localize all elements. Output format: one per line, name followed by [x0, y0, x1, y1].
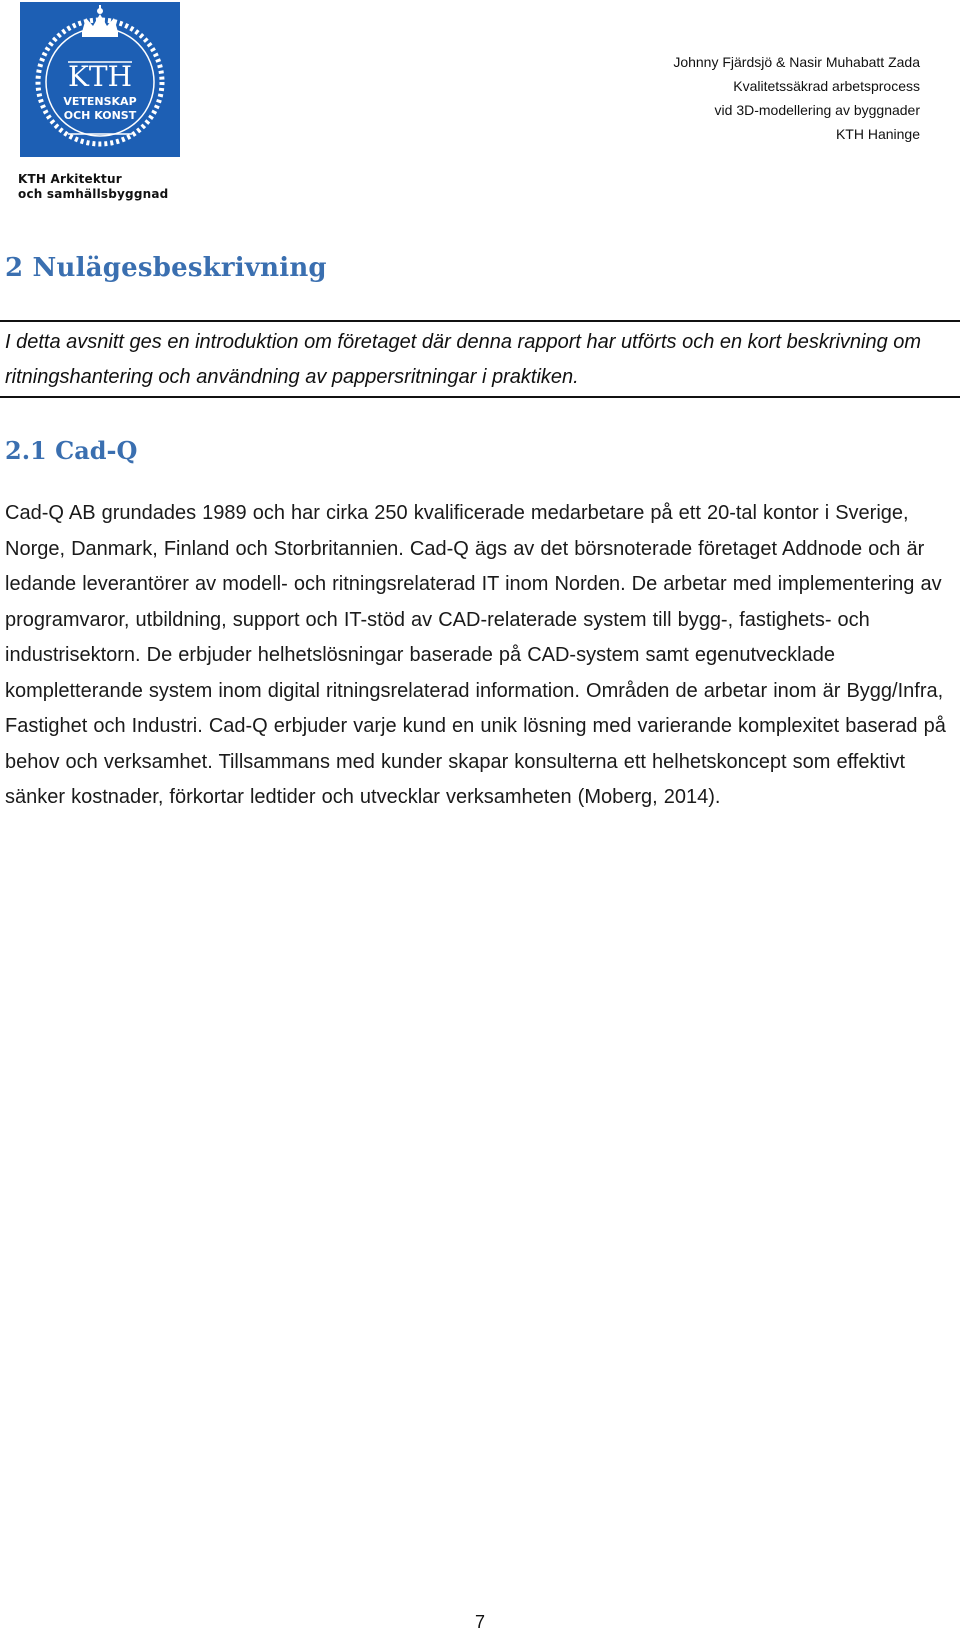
section-intro: I detta avsnitt ges en introduktion om företaget där denna rapport har utförts och en kort beskrivning om ritningshantering och användning av pappersritningar i praktiken.	[5, 331, 922, 388]
page-header	[673, 50, 920, 146]
header-authors: Johnny Fjärdsjö & Nasir Muhabatt Zada	[673, 54, 920, 70]
logo-caption	[18, 172, 168, 202]
header-school: KTH Haninge	[835, 126, 920, 142]
logo-caption-line2: och samhällsbyggnad	[18, 187, 169, 201]
kth-logo	[20, 2, 180, 157]
logo-motto-line2: OCH KONST	[63, 109, 137, 122]
logo-caption-line1: KTH Arkitektur	[18, 172, 122, 186]
subsection-title: 2.1 Cad-Q	[5, 436, 138, 465]
subsection-body: Cad-Q AB grundades 1989 och har cirka 250 kvalificerade medarbetare på ett 20-tal kontor i Sverige, Norge, Danmark, Finland och Storbritannien. Cad-Q ägs av det börsnoterade företaget Addnode och är ledande leverantörer av modell- och ritningsrelaterad IT inom Norden. De arbetar med implementering av programvaror, utbildning, support och IT-stöd av CAD-relaterade system till bygg-, fastighets- och industrisektorn. De erbjuder helhetslösningar baserade på CAD-system samt egenutvecklade kompletterande system inom digital ritningsrelaterad information. Områden de arbetar inom är Bygg/Infra, Fastighet och Industri. Cad-Q erbjuder varje kund en unik lösning med varierande komplexitet baserad på behov och verksamhet. Tillsammans med kunder skapar konsulterna ett helhetskoncept som effektivt sänker kostnader, förkortar ledtider och utvecklar verksamheten (Moberg, 2014).	[5, 502, 946, 808]
kth-emblem-icon	[20, 2, 180, 157]
section-title: 2 Nulägesbeskrivning	[5, 253, 327, 283]
header-title-line2: vid 3D-modellering av byggnader	[714, 102, 920, 118]
page-number: 7	[474, 1612, 485, 1632]
logo-kth-text: KTH	[67, 60, 133, 93]
logo-motto-line1: VETENSKAP	[63, 95, 137, 108]
header-title-line1: Kvalitetssäkrad arbetsprocess	[733, 78, 920, 94]
intro-bottom-rule	[0, 396, 960, 398]
intro-top-rule	[0, 320, 960, 322]
